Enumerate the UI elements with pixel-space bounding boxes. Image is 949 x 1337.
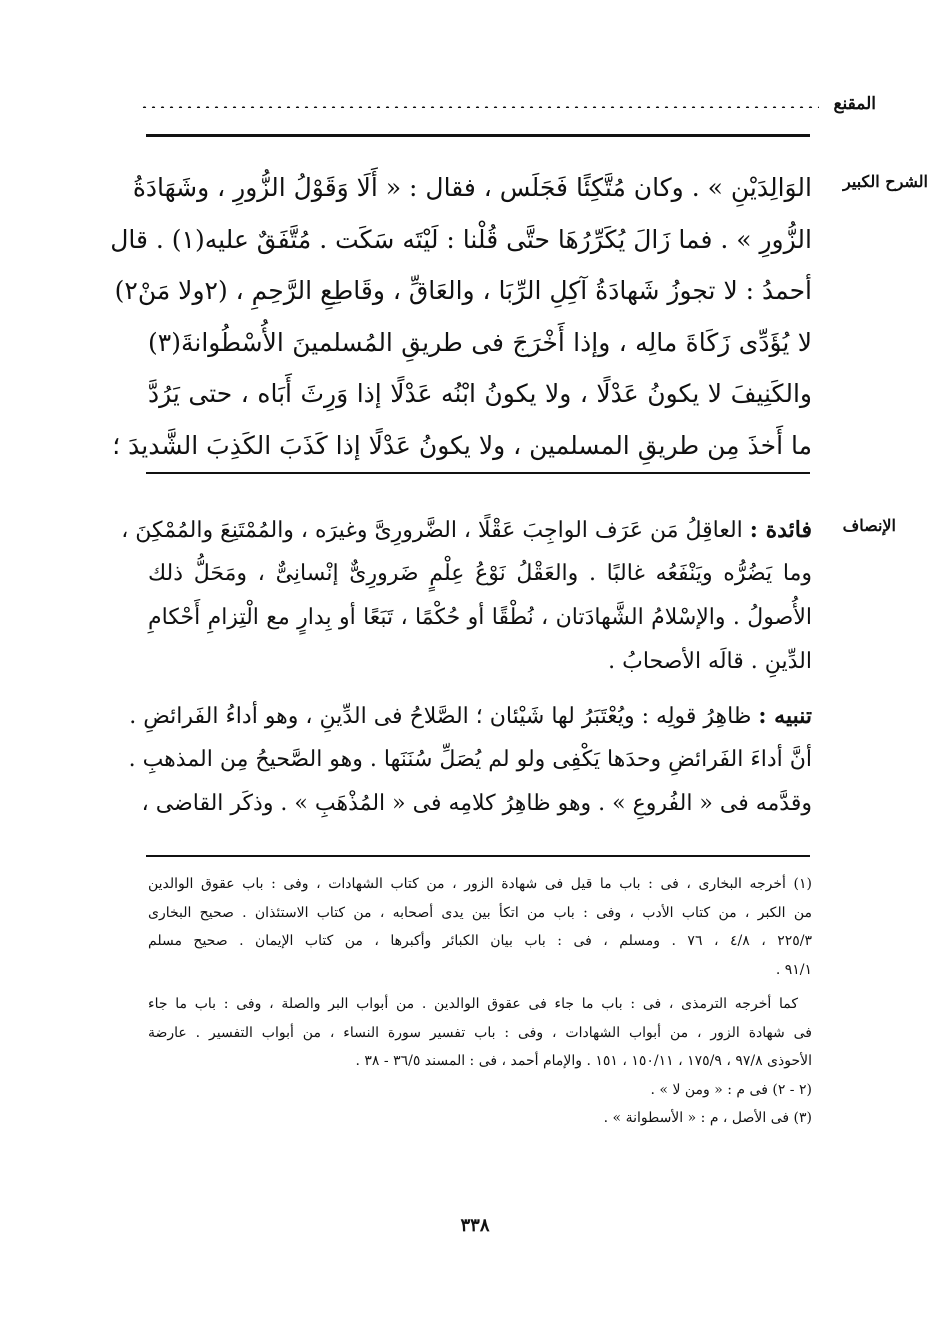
text-line	[129, 694, 812, 738]
footnote-3: (٣) فى الأصل ، م : « الأسطوانة » .	[603, 1110, 812, 1126]
text-line: والكَنِيفَ لا يكونُ عَدْلًا ، ولا يكونُ ابْنُه عَدْلًا إذا وَرِثَ أَبَاه ، حتى يَرُدَّ	[148, 379, 812, 408]
text-line: أحمدُ : لا تجوزُ شَهادَةُ آكِلِ الرِّبَا ، والعَاقِّ ، وقَاطِعِ الرَّحِمِ ، (٢ولا مَنْ٢)	[114, 276, 812, 305]
text-line: وما يَضُرُّه ويَنْفَعُه غالبًا . والعَقْلُ نَوْعُ عِلْمٍ ضَرورِىٌّ إنْسانِىٌّ ، ومَحَلُّ ذلك	[148, 561, 812, 586]
insaf-section-label: الإنصاف	[842, 516, 896, 535]
sharh-text-block	[110, 162, 812, 471]
footnote-line: من الكبر ، من كتاب الأدب ، وفى : باب من اتكأ بين يدى أصحابه ، من كتاب الاستئذان . صحيح البخارى	[148, 904, 812, 921]
footnotes-divider	[146, 855, 810, 857]
running-title: المقنع	[833, 94, 876, 114]
header-dotted-leader	[140, 106, 819, 108]
footnote-line: الأحوذى ٩٧/٨ ، ١٧٥/٩ ، ١٥٠/١١ ، ١٥١ . والإمام أحمد ، فى : المسند ٣٦/٥ - ٣٨ .	[355, 1053, 812, 1069]
insaf-text-block	[121, 508, 812, 826]
page-number: ٣٣٨	[460, 1215, 490, 1236]
footnote-line: فى شهادة الزور ، من أبواب الشهادات ، وفى : باب تفسير سورة النساء ، من أبواب التفسير . عارضة	[148, 1024, 812, 1041]
tanbih-keyword: تنبيه :	[758, 703, 812, 729]
section-divider	[146, 472, 810, 474]
text-line: الوَالِدَيْنِ » . وكان مُتَّكِئًا فَجَلَس ، فقال : « أَلَا وَقَوْلُ الزُّورِ ، وشَهَادَةُ	[132, 173, 812, 202]
sharh-section-label: الشرح الكبير	[843, 172, 928, 191]
footnote-line: (١) أخرجه البخارى ، فى : باب ما قيل فى شهادة الزور ، من كتاب الشهادات ، وفى : باب عقوق الوالدين	[148, 876, 812, 892]
text-line: الدِّينِ . قالَه الأصحابُ .	[608, 649, 812, 674]
text-line: الزُّورِ » . فما زَالَ يُكَرِّرُهَا حتَّى قُلْنا : لَيْتَه سَكَت . مُتَّفَقٌ عليه(١) . قال	[110, 224, 812, 254]
text-line: الأُصولُ . والإسْلامُ الشَّهادَتان ، نُطْقًا أو حُكْمًا ، تَبَعًا أو بِدارٍ مع الْتِزامِ أَحْكامِ	[148, 605, 812, 630]
header-rule	[146, 134, 810, 137]
text-line	[121, 508, 812, 552]
paragraph-gap	[148, 684, 812, 694]
text-line: ما أَخذَ مِن طريقِ المسلمين ، ولا يكونُ عَدْلًا إذا كَذَبَ الكَذِبَ الشَّديدَ ؛	[112, 430, 812, 460]
fa-ida-keyword: فائدة :	[749, 517, 812, 543]
tanbih-text: ظاهِرُ قولِه : ويُعْتَبَرُ لها شَيْئان ؛ الصَّلاحُ فى الدِّينِ ، وهو أداءُ الفَرائضِ .	[129, 704, 752, 729]
text-line: وقدَّمه فى « الفُروعِ » . وهو ظاهِرُ كلامِه فى « المُذْهَبِ » . وذكَر القاضى ،	[141, 791, 812, 816]
fa-ida-text: العاقِلُ مَن عَرَف الواجِبَ عَقْلًا ، الضَّرورِىَّ وغيرَه ، والمُمْتَنِعَ والمُمْكِنَ ،	[121, 518, 743, 543]
footnote-line: كما أخرجه الترمذى ، فى : باب ما جاء فى عقوق الوالدين . من أبواب البر والصلة ، وفى : باب ما جاء	[148, 996, 798, 1012]
footnote-2: (٢ - ٢) فى م : « ومن لا » .	[650, 1081, 812, 1098]
running-header	[140, 88, 876, 120]
footnotes-block	[148, 870, 812, 1133]
footnote-line: ٩١/١ .	[775, 961, 812, 978]
text-line: أنَّ أداءَ الفَرائضِ وحدَها يَكْفِى ولو لم يُصَلِّ سُنَنَها . وهو الصَّحيحُ مِن المذهبِ .	[128, 747, 812, 772]
footnote-line: ٢٢٥/٣ ، ٤/٨ ، ٧٦ . ومسلم ، فى : باب بيان الكبائر وأكبرها ، من كتاب الإيمان . صحيح مسلم	[148, 933, 813, 949]
text-line: لا يُؤَدِّى زَكَاةَ مالِه ، وإذا أَخْرَجَ فى طريقِ المُسلمينَ الأُسْطُوانةَ(٣)	[148, 327, 812, 357]
